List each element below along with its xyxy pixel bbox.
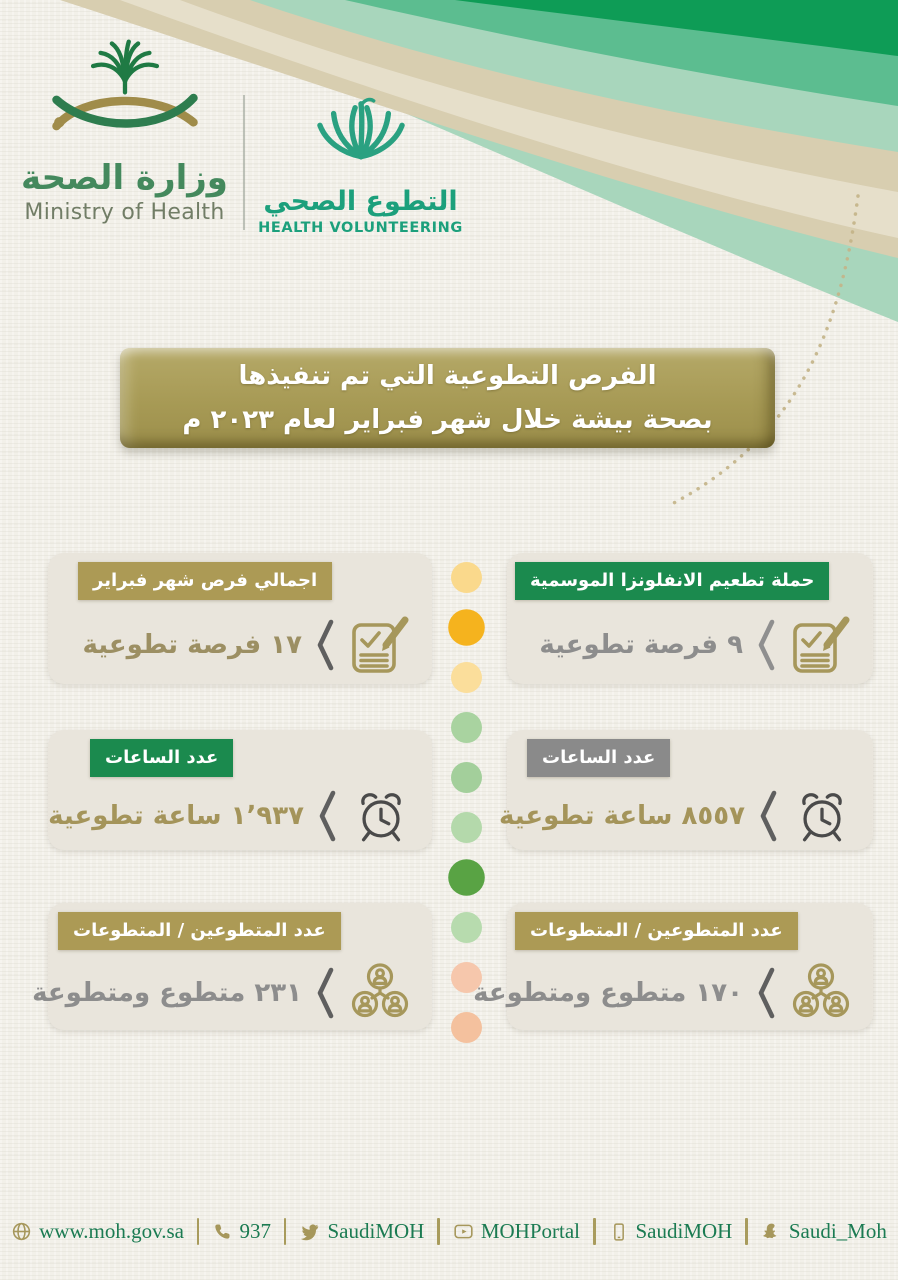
footer-separator: [437, 1218, 440, 1245]
footer-separator: [197, 1218, 200, 1245]
footer-twitter: [299, 1219, 424, 1244]
card-value: ١٬٩٣٧ ساعة تطوعية: [48, 801, 304, 831]
footer-phone: [212, 1219, 271, 1244]
alarm-clock-icon: [791, 785, 853, 847]
moh-title-arabic: وزارة الصحة: [21, 158, 228, 198]
health-volunteering-logo: [258, 96, 463, 236]
footer-snapchat: [761, 1219, 887, 1244]
card-influenza-campaign: [507, 553, 873, 684]
footer-label: SaudiMOH: [327, 1219, 425, 1243]
footer-label: 937: [239, 1219, 271, 1243]
timeline-dot: [451, 812, 482, 843]
footer-label: Saudi_Moh: [788, 1219, 887, 1243]
timeline-dot: [451, 1012, 482, 1043]
globe-icon: [11, 1221, 32, 1242]
card-badge: عدد المتطوعين / المتطوعات: [515, 912, 798, 950]
chevron-left-icon: [317, 789, 337, 843]
title-banner: [120, 348, 775, 448]
snapchat-icon: [761, 1221, 782, 1242]
footer-separator: [284, 1218, 287, 1245]
card-hours-right: [499, 730, 873, 850]
phone-icon: [212, 1222, 232, 1242]
timeline-dot: [451, 712, 482, 743]
card-badge: عدد المتطوعين / المتطوعات: [58, 912, 341, 950]
palm-icon: [311, 96, 411, 184]
footer-separator: [593, 1218, 596, 1245]
footer-label: www.moh.gov.sa: [39, 1219, 184, 1243]
card-value: ٢٣١ متطوع ومتطوعة: [32, 977, 302, 1008]
card-badge: عدد الساعات: [90, 739, 233, 777]
volunteers-network-icon: [789, 961, 853, 1025]
footer-youtube: [453, 1219, 580, 1244]
footer-contact-bar: [0, 1218, 898, 1245]
twitter-icon: [299, 1221, 320, 1242]
card-badge: عدد الساعات: [527, 739, 670, 777]
volunteering-title-english: HEALTH VOLUNTEERING: [258, 220, 463, 236]
timeline-dot: [451, 762, 482, 793]
footer-separator: [745, 1218, 748, 1245]
timeline-dot: [451, 562, 482, 593]
card-value: ١٧٠ متطوع ومتطوعة: [473, 977, 743, 1008]
card-badge: حملة تطعيم الانفلونزا الموسمية: [515, 562, 829, 600]
card-total-february-opportunities: [48, 553, 432, 684]
logo-divider: [243, 95, 245, 230]
card-volunteers-right: [473, 903, 873, 1030]
youtube-icon: [453, 1221, 474, 1242]
card-volunteers-left: [32, 903, 432, 1030]
smartphone-icon: [609, 1222, 629, 1242]
chevron-left-icon: [758, 789, 778, 843]
volunteers-network-icon: [348, 961, 412, 1025]
card-value: ١٧ فرصة تطوعية: [82, 629, 302, 660]
alarm-clock-icon: [350, 785, 412, 847]
moh-title-english: Ministry of Health: [24, 200, 225, 225]
footer-label: MOHPortal: [480, 1219, 580, 1243]
timeline-dot: [448, 859, 485, 896]
chevron-left-icon: [756, 966, 776, 1020]
chevron-left-icon: [315, 966, 335, 1020]
chevron-left-icon: [756, 618, 776, 672]
card-value: ٨٥٥٧ ساعة تطوعية: [499, 801, 745, 831]
card-hours-left: [48, 730, 432, 850]
checklist-pencil-icon: [348, 613, 412, 677]
card-badge: اجمالي فرص شهر فبراير: [78, 562, 332, 600]
timeline-dot: [451, 912, 482, 943]
banner-line-2: بصحة بيشة خلال شهر فبراير لعام ٢٠٢٣ م: [182, 405, 713, 435]
chevron-left-icon: [315, 618, 335, 672]
moh-logo: [12, 36, 237, 225]
footer-label: SaudiMOH: [635, 1219, 733, 1243]
footer-app: [609, 1219, 733, 1244]
volunteering-title-arabic: التطوع الصحي: [263, 186, 458, 217]
timeline-dot: [451, 662, 482, 693]
banner-line-1: الفرص التطوعية التي تم تنفيذها: [238, 361, 657, 391]
footer-website: [11, 1219, 184, 1244]
moh-emblem-icon: [40, 36, 210, 158]
card-value: ٩ فرصة تطوعية: [539, 629, 743, 660]
timeline-dot: [448, 609, 485, 646]
checklist-pencil-icon: [789, 613, 853, 677]
